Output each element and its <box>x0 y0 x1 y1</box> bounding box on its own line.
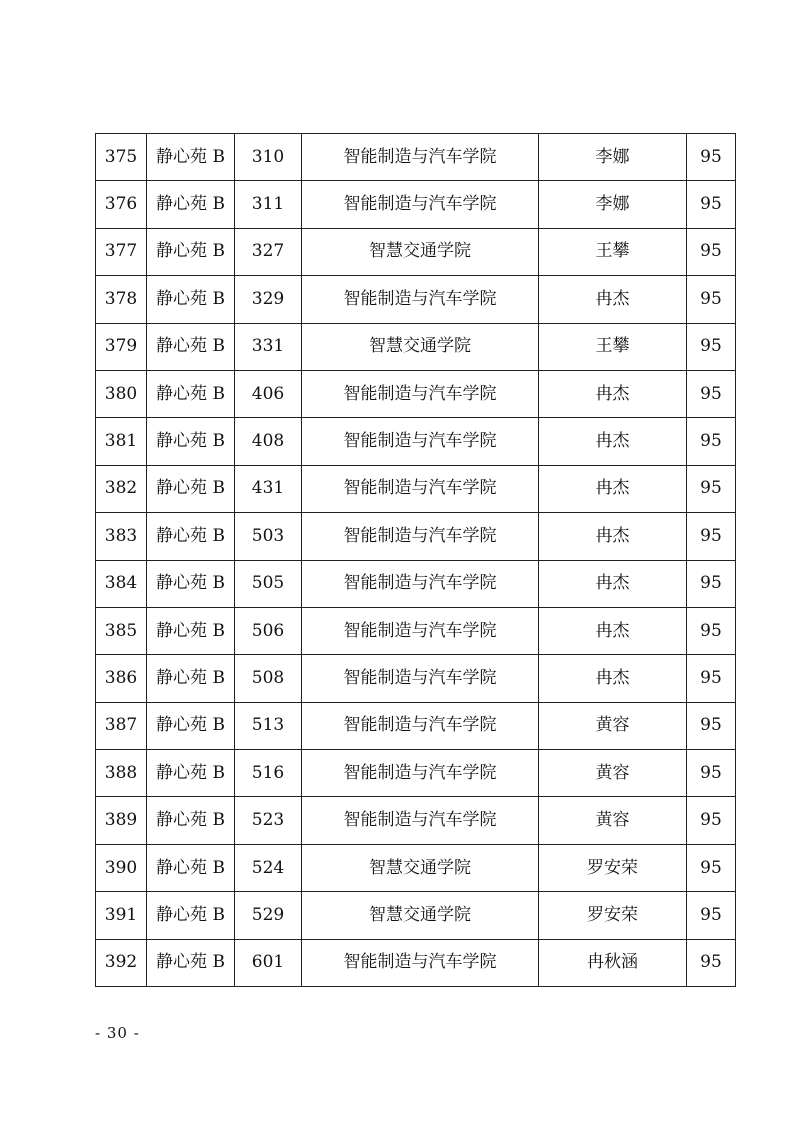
cell-responsible-person: 黄容 <box>539 750 687 797</box>
table-row <box>96 939 736 986</box>
table-row <box>96 323 736 370</box>
cell-college: 智能制造与汽车学院 <box>302 276 539 323</box>
cell-serial-number: 382 <box>96 465 147 512</box>
cell-room-number: 406 <box>235 370 302 417</box>
cell-college: 智能制造与汽车学院 <box>302 939 539 986</box>
cell-college: 智慧交通学院 <box>302 892 539 939</box>
table-body <box>96 134 736 987</box>
cell-serial-number: 383 <box>96 513 147 560</box>
cell-responsible-person: 冉秋涵 <box>539 939 687 986</box>
cell-building: 静心苑 B <box>147 181 235 228</box>
cell-building: 静心苑 B <box>147 276 235 323</box>
cell-serial-number: 385 <box>96 607 147 654</box>
cell-room-number: 327 <box>235 228 302 275</box>
cell-building: 静心苑 B <box>147 892 235 939</box>
cell-room-number: 506 <box>235 607 302 654</box>
cell-serial-number: 378 <box>96 276 147 323</box>
table-row <box>96 797 736 844</box>
cell-building: 静心苑 B <box>147 228 235 275</box>
cell-responsible-person: 冉杰 <box>539 276 687 323</box>
page-number: - 30 - <box>95 1024 140 1042</box>
cell-room-number: 408 <box>235 418 302 465</box>
cell-responsible-person: 冉杰 <box>539 513 687 560</box>
cell-score: 95 <box>687 844 736 891</box>
cell-college: 智能制造与汽车学院 <box>302 134 539 181</box>
cell-room-number: 524 <box>235 844 302 891</box>
cell-serial-number: 384 <box>96 560 147 607</box>
cell-responsible-person: 冉杰 <box>539 465 687 512</box>
table-row <box>96 370 736 417</box>
cell-serial-number: 391 <box>96 892 147 939</box>
cell-serial-number: 379 <box>96 323 147 370</box>
table-row <box>96 276 736 323</box>
cell-serial-number: 386 <box>96 655 147 702</box>
cell-score: 95 <box>687 228 736 275</box>
cell-score: 95 <box>687 797 736 844</box>
cell-responsible-person: 李娜 <box>539 134 687 181</box>
cell-responsible-person: 冉杰 <box>539 418 687 465</box>
table-row <box>96 844 736 891</box>
cell-room-number: 523 <box>235 797 302 844</box>
table-row <box>96 181 736 228</box>
cell-score: 95 <box>687 323 736 370</box>
cell-building: 静心苑 B <box>147 844 235 891</box>
cell-building: 静心苑 B <box>147 323 235 370</box>
cell-score: 95 <box>687 892 736 939</box>
cell-college: 智能制造与汽车学院 <box>302 560 539 607</box>
cell-score: 95 <box>687 134 736 181</box>
cell-college: 智能制造与汽车学院 <box>302 702 539 749</box>
cell-college: 智能制造与汽车学院 <box>302 370 539 417</box>
cell-score: 95 <box>687 560 736 607</box>
cell-score: 95 <box>687 276 736 323</box>
cell-room-number: 329 <box>235 276 302 323</box>
table-row <box>96 465 736 512</box>
cell-score: 95 <box>687 181 736 228</box>
cell-score: 95 <box>687 702 736 749</box>
table-row <box>96 655 736 702</box>
cell-room-number: 516 <box>235 750 302 797</box>
cell-serial-number: 377 <box>96 228 147 275</box>
cell-college: 智慧交通学院 <box>302 844 539 891</box>
table-row <box>96 418 736 465</box>
cell-building: 静心苑 B <box>147 370 235 417</box>
cell-score: 95 <box>687 418 736 465</box>
cell-building: 静心苑 B <box>147 560 235 607</box>
cell-building: 静心苑 B <box>147 465 235 512</box>
cell-serial-number: 380 <box>96 370 147 417</box>
cell-building: 静心苑 B <box>147 702 235 749</box>
cell-building: 静心苑 B <box>147 134 235 181</box>
cell-responsible-person: 李娜 <box>539 181 687 228</box>
table-row <box>96 134 736 181</box>
cell-responsible-person: 王攀 <box>539 323 687 370</box>
cell-room-number: 508 <box>235 655 302 702</box>
cell-score: 95 <box>687 513 736 560</box>
cell-room-number: 331 <box>235 323 302 370</box>
cell-building: 静心苑 B <box>147 655 235 702</box>
cell-building: 静心苑 B <box>147 418 235 465</box>
cell-serial-number: 392 <box>96 939 147 986</box>
cell-serial-number: 376 <box>96 181 147 228</box>
table-row <box>96 607 736 654</box>
cell-room-number: 529 <box>235 892 302 939</box>
cell-responsible-person: 罗安荣 <box>539 844 687 891</box>
cell-responsible-person: 冉杰 <box>539 560 687 607</box>
cell-serial-number: 389 <box>96 797 147 844</box>
cell-room-number: 503 <box>235 513 302 560</box>
cell-responsible-person: 黄容 <box>539 797 687 844</box>
cell-room-number: 601 <box>235 939 302 986</box>
cell-building: 静心苑 B <box>147 750 235 797</box>
dormitory-score-table <box>95 133 736 987</box>
cell-college: 智能制造与汽车学院 <box>302 181 539 228</box>
cell-responsible-person: 罗安荣 <box>539 892 687 939</box>
cell-score: 95 <box>687 607 736 654</box>
table-row <box>96 560 736 607</box>
cell-building: 静心苑 B <box>147 939 235 986</box>
cell-serial-number: 390 <box>96 844 147 891</box>
cell-score: 95 <box>687 655 736 702</box>
cell-building: 静心苑 B <box>147 513 235 560</box>
table-row <box>96 750 736 797</box>
cell-college: 智能制造与汽车学院 <box>302 750 539 797</box>
cell-building: 静心苑 B <box>147 607 235 654</box>
cell-responsible-person: 冉杰 <box>539 607 687 654</box>
cell-responsible-person: 王攀 <box>539 228 687 275</box>
cell-college: 智慧交通学院 <box>302 228 539 275</box>
cell-college: 智能制造与汽车学院 <box>302 655 539 702</box>
cell-college: 智能制造与汽车学院 <box>302 513 539 560</box>
cell-serial-number: 381 <box>96 418 147 465</box>
cell-room-number: 431 <box>235 465 302 512</box>
cell-building: 静心苑 B <box>147 797 235 844</box>
table-row <box>96 513 736 560</box>
cell-responsible-person: 冉杰 <box>539 370 687 417</box>
cell-serial-number: 387 <box>96 702 147 749</box>
cell-college: 智能制造与汽车学院 <box>302 797 539 844</box>
cell-score: 95 <box>687 750 736 797</box>
cell-room-number: 505 <box>235 560 302 607</box>
cell-score: 95 <box>687 370 736 417</box>
cell-score: 95 <box>687 939 736 986</box>
cell-college: 智能制造与汽车学院 <box>302 465 539 512</box>
cell-responsible-person: 黄容 <box>539 702 687 749</box>
cell-serial-number: 375 <box>96 134 147 181</box>
cell-score: 95 <box>687 465 736 512</box>
cell-college: 智能制造与汽车学院 <box>302 607 539 654</box>
cell-college: 智慧交通学院 <box>302 323 539 370</box>
table-row <box>96 228 736 275</box>
cell-room-number: 310 <box>235 134 302 181</box>
cell-serial-number: 388 <box>96 750 147 797</box>
table-row <box>96 702 736 749</box>
cell-room-number: 513 <box>235 702 302 749</box>
cell-responsible-person: 冉杰 <box>539 655 687 702</box>
cell-room-number: 311 <box>235 181 302 228</box>
table-row <box>96 892 736 939</box>
cell-college: 智能制造与汽车学院 <box>302 418 539 465</box>
